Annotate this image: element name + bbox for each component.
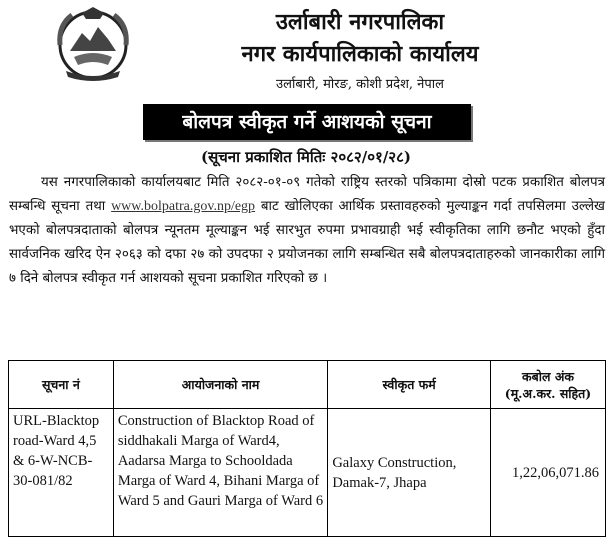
notice-body	[9, 171, 605, 291]
header-bid-amount	[491, 361, 606, 409]
cell-approved-firm: Galaxy Construction, Damak-7, Jhapa	[328, 409, 491, 537]
office-address: उर्लाबारी, मोरङ, कोशी प्रदेश, नेपाल	[276, 77, 444, 92]
cell-notice-no: URL-Blacktop road-Ward 4,5 & 6-W-NCB-30-081/82	[9, 409, 114, 537]
notice-title: बोलपत्र स्वीकृत गर्ने आशयको सूचना	[143, 104, 471, 140]
municipality-name: उर्लाबारी नगरपालिका	[275, 9, 445, 35]
notice-body-part2: बाट खोलिएका आर्थिक प्रस्तावहरुको मुल्याङ्कन गर्दा तपसिलमा उल्लेख भएको बोलपत्रदाताको बोलपत्र न्यूनतम मूल्याङ्कन भई सारभुत रुपमा प्रभावग्राही भई स्वीकृतिका लागि छनौट भएको हुँदा सार्वजनिक खरिद ऐन २०६३ को दफा २७ को उपदफा २ प्रयोजनका लागि सम्बन्धित सबै बोलपत्रदाताहरुको जानकारीका लागि ७ दिने बोलपत्र स्वीकृत गर्न आशयको सूचना प्रकाशित गरिएको छ ।	[9, 199, 605, 286]
table-header-row	[9, 361, 606, 409]
nepal-government-emblem-icon	[52, 5, 134, 81]
header-project-name: आयोजनाको नाम	[113, 361, 328, 409]
header-bid-amount-line1: कबोल अंक	[522, 368, 574, 384]
bid-table	[8, 360, 606, 537]
office-name: नगर कार्यपालिकाको कार्यालय	[241, 41, 479, 67]
notice-body-part1: यस नगरपालिकाको कार्यालयबाट मिति २०८२-०१-०९ गतेको राष्ट्रिय स्तरको पत्रिकामा दोस्रो पटक प्रकाशित बोलपत्र सम्बन्धि सूचना तथा	[9, 175, 605, 214]
header-bid-amount-line2: (मू.अ.कर. सहित)	[504, 385, 592, 401]
published-date: (सूचना प्रकाशित मितिः २०८२/०१/२८)	[201, 148, 411, 166]
cell-project-name: Construction of Blacktop Road of siddhakali Marga of Ward4, Aadarsa Marga to Schooldada Marga of Ward 4, Bihani Marga of Ward 5 and Gauri Marga of Ward 6	[113, 409, 328, 537]
cell-bid-amount: 1,22,06,071.86	[491, 409, 606, 537]
egp-link[interactable]: www.bolpatra.gov.np/egp	[111, 199, 256, 214]
header-notice-no: सूचना नं	[9, 361, 114, 409]
table-row	[9, 409, 606, 537]
header-approved-firm: स्वीकृत फर्म	[328, 361, 491, 409]
